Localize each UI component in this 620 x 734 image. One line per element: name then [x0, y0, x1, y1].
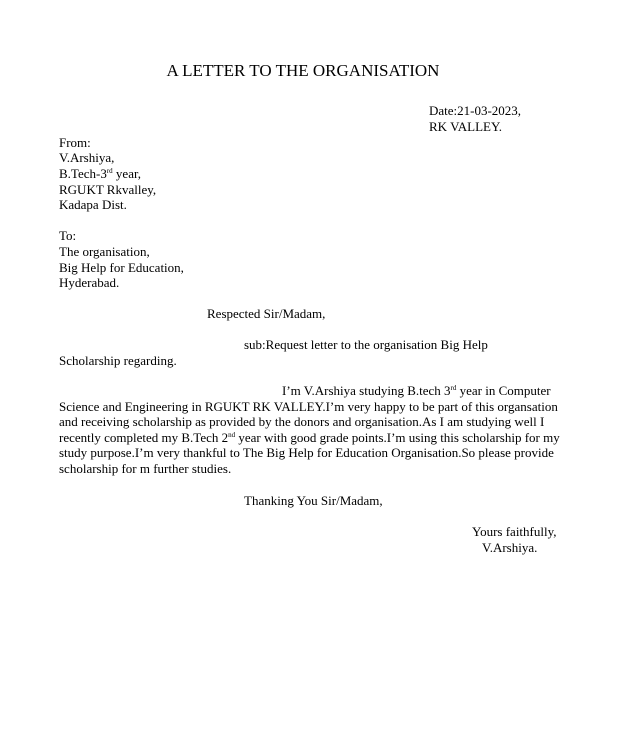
sender-course-sup: rd — [106, 167, 113, 175]
sender-course-suffix: year, — [112, 166, 142, 181]
thanks-line: Thanking You Sir/Madam, — [244, 493, 383, 508]
signature-name: V.Arshiya. — [482, 540, 538, 555]
sender-course — [59, 166, 141, 182]
date-line: Date:21-03-2023, — [429, 103, 522, 118]
sender-district: Kadapa Dist. — [59, 197, 127, 212]
to-heading: To: — [59, 228, 77, 243]
sender-name: V.Arshiya, — [59, 150, 115, 165]
closing-line: Yours faithfully, — [472, 524, 557, 539]
recipient-line-1: The organisation, — [59, 244, 150, 259]
recipient-line-3: Hyderabad. — [59, 275, 120, 290]
recipient-line-2: Big Help for Education, — [59, 260, 184, 275]
sender-course-prefix: B.Tech-3 — [59, 166, 107, 181]
subject-line-1: sub:Request letter to the organisation Big Help — [244, 337, 488, 352]
body-part-1: I’m V.Arshiya studying B.tech 3 — [282, 383, 451, 398]
letter-title: A LETTER TO THE ORGANISATION — [166, 61, 440, 80]
body-paragraph — [59, 383, 565, 477]
body-sup-1: rd — [450, 384, 457, 392]
body-sup-2: nd — [228, 430, 236, 439]
place-line: RK VALLEY. — [429, 119, 502, 134]
sender-college: RGUKT Rkvalley, — [59, 182, 157, 197]
from-heading: From: — [59, 135, 91, 150]
salutation: Respected Sir/Madam, — [207, 306, 326, 321]
subject-line-2: Scholarship regarding. — [59, 353, 177, 368]
body-part-3: year with good grade points.I’m using this scholarship for my study purpose.I’m very thankful to The Big Help for Education Organisation.So please provide scholarship for m further studies. — [59, 429, 560, 476]
body-part-2: year in Computer Science and Engineering in RGUKT RK VALLEY.I’m very happy to be part of this organsation and receiving scholarship as provided by the donors and organisation.As I am studying well I recently completed my B.Tech 2 — [59, 383, 558, 445]
